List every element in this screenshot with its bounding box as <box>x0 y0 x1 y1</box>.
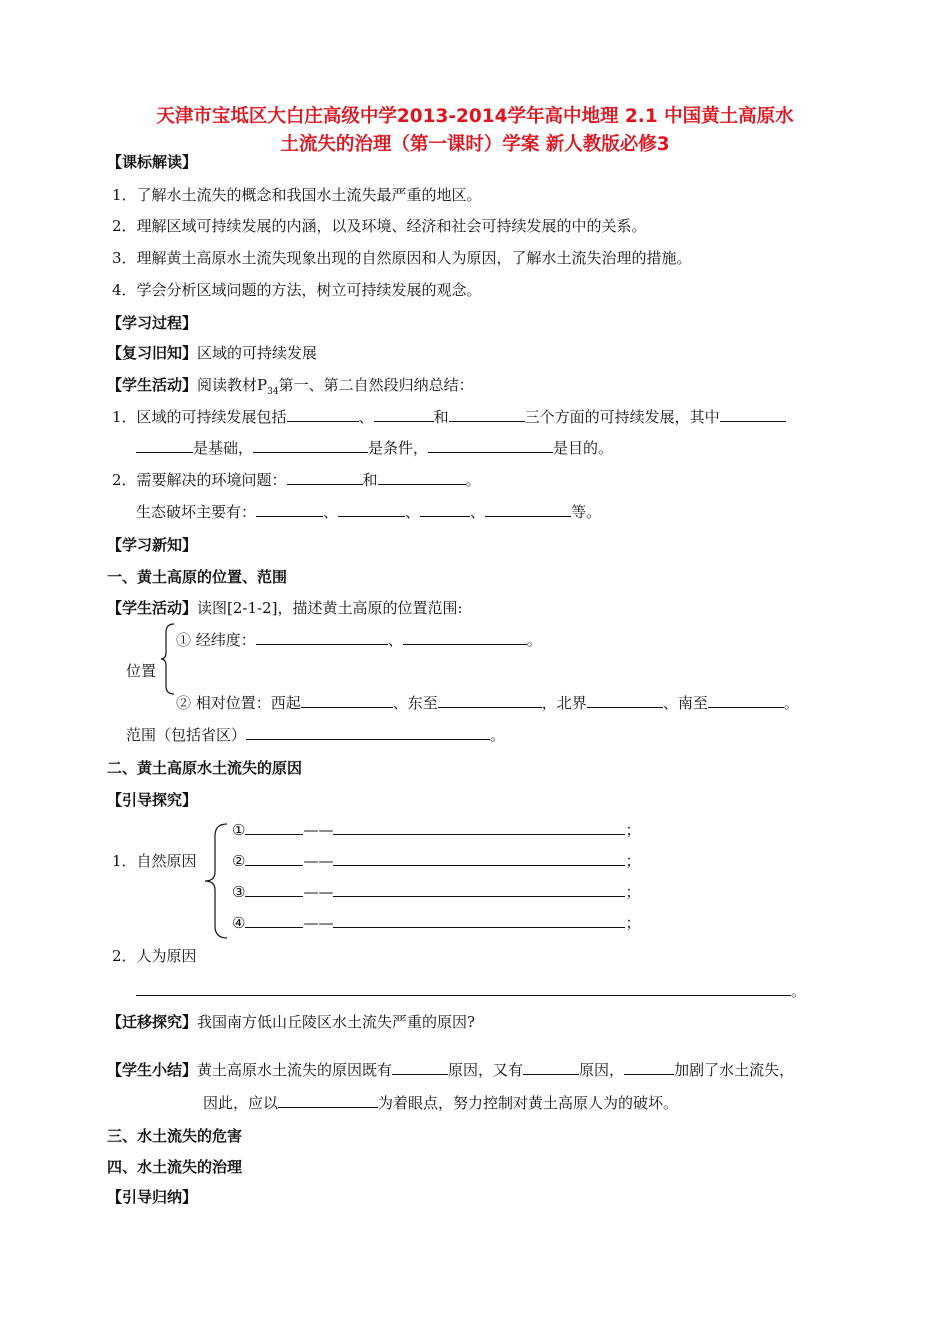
q2-text-c: 。 <box>465 471 481 489</box>
q3-text-b: 、 <box>323 503 339 521</box>
question-1 <box>112 407 786 427</box>
objective-2: 2．理解区域可持续发展的内涵，以及环境、经济和社会可持续发展的中的关系。 <box>112 217 647 235</box>
blank[interactable] <box>301 693 393 708</box>
document-title <box>90 103 860 159</box>
blank[interactable] <box>720 407 786 422</box>
relative-text-d: 、南至 <box>662 694 708 712</box>
blank[interactable] <box>378 470 466 485</box>
summary-text-f: 为着眼点，努力控制对黄土高原人为的破坏。 <box>378 1094 679 1112</box>
cause-marker-1: ① <box>232 821 246 839</box>
section-kebiao: 【课标解读】 <box>107 153 198 171</box>
blank[interactable] <box>338 502 405 517</box>
blank[interactable] <box>278 1093 378 1108</box>
range-row <box>126 725 505 745</box>
q2-text-a: 2．需要解决的环境问题： <box>112 471 287 489</box>
summary-text-d: 加剧了水土流失， <box>674 1061 795 1079</box>
section-xuexi-xinzhi: 【学习新知】 <box>107 536 198 554</box>
summary-row <box>107 1060 794 1080</box>
blank[interactable] <box>624 1060 674 1075</box>
question-2 <box>112 470 481 490</box>
blank[interactable] <box>256 630 388 645</box>
blank[interactable] <box>245 851 303 866</box>
cause-dash: —— <box>303 821 334 839</box>
cause-semi: ； <box>625 852 641 870</box>
human-causes-blank-row <box>136 981 806 1001</box>
human-end: 。 <box>791 982 807 1000</box>
blank[interactable] <box>245 882 303 897</box>
heading-part4: 四、水土流失的治理 <box>107 1158 243 1176</box>
question-1-cont <box>136 438 613 458</box>
q1-text-c: 和 <box>433 408 449 426</box>
cause-dash: —— <box>303 852 334 870</box>
blank[interactable] <box>449 407 525 422</box>
relative-text-a: ② 相对位置：西起 <box>176 694 301 712</box>
cause-semi: ； <box>625 821 641 839</box>
review-text: 区域的可持续发展 <box>197 344 318 362</box>
cause-marker-4: ④ <box>232 914 246 932</box>
objective-1: 1．了解水土流失的概念和我国水土流失最严重的地区。 <box>112 186 482 204</box>
blank[interactable] <box>374 407 434 422</box>
activity-sub: 34 <box>267 387 279 397</box>
cause-marker-2: ② <box>232 852 246 870</box>
summary-text-a: 黄土高原水土流失的原因既有 <box>197 1061 393 1079</box>
location-brace <box>160 622 176 696</box>
summary-text-c: 原因， <box>579 1061 625 1079</box>
blank[interactable] <box>587 693 663 708</box>
question-3 <box>136 502 601 522</box>
natural-causes-brace <box>203 822 229 940</box>
relative-text-c: ，北界 <box>541 694 587 712</box>
blank[interactable] <box>403 630 527 645</box>
summary-text-e: 因此，应以 <box>203 1094 279 1112</box>
relative-row <box>176 693 799 713</box>
blank[interactable] <box>485 502 571 517</box>
blank[interactable] <box>333 882 625 897</box>
natural-cause-2 <box>232 851 640 871</box>
cause-semi: ； <box>625 883 641 901</box>
q1-text-a: 1．区域的可持续发展包括 <box>112 408 287 426</box>
blank[interactable] <box>136 438 193 453</box>
blank[interactable] <box>287 470 363 485</box>
latlon-end: 。 <box>526 631 542 649</box>
heading-part2: 二、黄土高原水土流失的原因 <box>107 759 303 777</box>
q1-text-d: 三个方面的可持续发展，其中 <box>524 408 720 426</box>
objective-3: 3．理解黄土高原水土流失现象出现的自然原因和人为原因，了解水土流失治理的措施。 <box>112 249 692 267</box>
section-activity-2: 【学生活动】 <box>107 599 198 617</box>
q3-text-c: 、 <box>405 503 421 521</box>
blank[interactable] <box>333 851 625 866</box>
section-qianyi-tanjiu: 【迁移探究】 <box>107 1013 198 1031</box>
natural-cause-1 <box>232 820 640 840</box>
blank[interactable] <box>245 820 303 835</box>
cause-semi: ； <box>625 914 641 932</box>
relative-text-b: 、东至 <box>392 694 438 712</box>
activity-row <box>107 375 474 402</box>
title-line-1: 天津市宝坻区大白庄高级中学2013-2014学年高中地理 2.1 中国黄土高原水 <box>156 106 794 127</box>
blank[interactable] <box>438 693 542 708</box>
section-yindao-tanjiu: 【引导探究】 <box>107 791 198 809</box>
blank[interactable] <box>246 725 490 740</box>
review-row <box>107 343 317 363</box>
blank[interactable] <box>253 438 368 453</box>
range-end: 。 <box>490 726 506 744</box>
human-causes-label: 2．人为原因 <box>112 947 197 965</box>
blank[interactable] <box>245 913 303 928</box>
q1-text-e: 是基础， <box>193 439 254 457</box>
q1-text-f: 是条件， <box>368 439 429 457</box>
blank[interactable] <box>333 820 625 835</box>
latlon-row <box>176 630 542 650</box>
cause-dash: —— <box>303 914 334 932</box>
heading-part3: 三、水土流失的危害 <box>107 1127 243 1145</box>
section-xuexi-guocheng: 【学习过程】 <box>107 314 198 332</box>
summary-text-b: 原因，又有 <box>448 1061 524 1079</box>
blank[interactable] <box>523 1060 579 1075</box>
section-yindao-guina: 【引导归纳】 <box>107 1188 198 1206</box>
section-fuxi: 【复习旧知】 <box>107 344 198 362</box>
section-activity-1: 【学生活动】 <box>107 376 198 394</box>
qianyi-row <box>107 1012 475 1032</box>
cause-marker-3: ③ <box>232 883 246 901</box>
natural-causes-label: 1．自然原因 <box>112 852 197 870</box>
location-activity-text: 读图[2-1-2]，描述黄土高原的位置范围: <box>197 599 463 617</box>
cause-dash: —— <box>303 883 334 901</box>
activity-text-b: 第一、第二自然段归纳总结： <box>278 376 474 394</box>
summary-row-2 <box>203 1093 678 1113</box>
south-question: 我国南方低山丘陵区水土流失严重的原因? <box>197 1013 476 1031</box>
relative-text-e: 。 <box>783 694 799 712</box>
q3-text-a: 生态破坏主要有： <box>136 503 257 521</box>
latlon-sep: 、 <box>387 631 403 649</box>
blank[interactable] <box>287 407 359 422</box>
blank[interactable] <box>392 1060 448 1075</box>
section-xuesheng-xiaojie: 【学生小结】 <box>107 1061 198 1079</box>
heading-part1: 一、黄土高原的位置、范围 <box>107 568 288 586</box>
q1-text-g: 是目的。 <box>553 439 614 457</box>
blank[interactable] <box>428 438 553 453</box>
natural-cause-4 <box>232 913 640 933</box>
q1-text-b: 、 <box>358 408 374 426</box>
blank[interactable] <box>256 502 323 517</box>
blank[interactable] <box>708 693 784 708</box>
q3-text-d: 、 <box>470 503 486 521</box>
blank[interactable] <box>136 981 791 996</box>
location-label: 位置 <box>126 662 157 680</box>
q3-text-e: 等。 <box>571 503 602 521</box>
range-label: 范围（包括省区） <box>126 726 247 744</box>
latlon-label: ① 经纬度： <box>176 631 256 649</box>
activity-text-a: 阅读教材P <box>197 376 268 394</box>
objective-4: 4．学会分析区域问题的方法，树立可持续发展的观念。 <box>112 281 482 299</box>
natural-cause-3 <box>232 882 640 902</box>
location-activity-row <box>107 598 463 618</box>
title-line-2: 土流失的治理（第一课时）学案 新人教版必修3 <box>280 134 670 155</box>
blank[interactable] <box>420 502 470 517</box>
blank[interactable] <box>333 913 625 928</box>
q2-text-b: 和 <box>362 471 378 489</box>
